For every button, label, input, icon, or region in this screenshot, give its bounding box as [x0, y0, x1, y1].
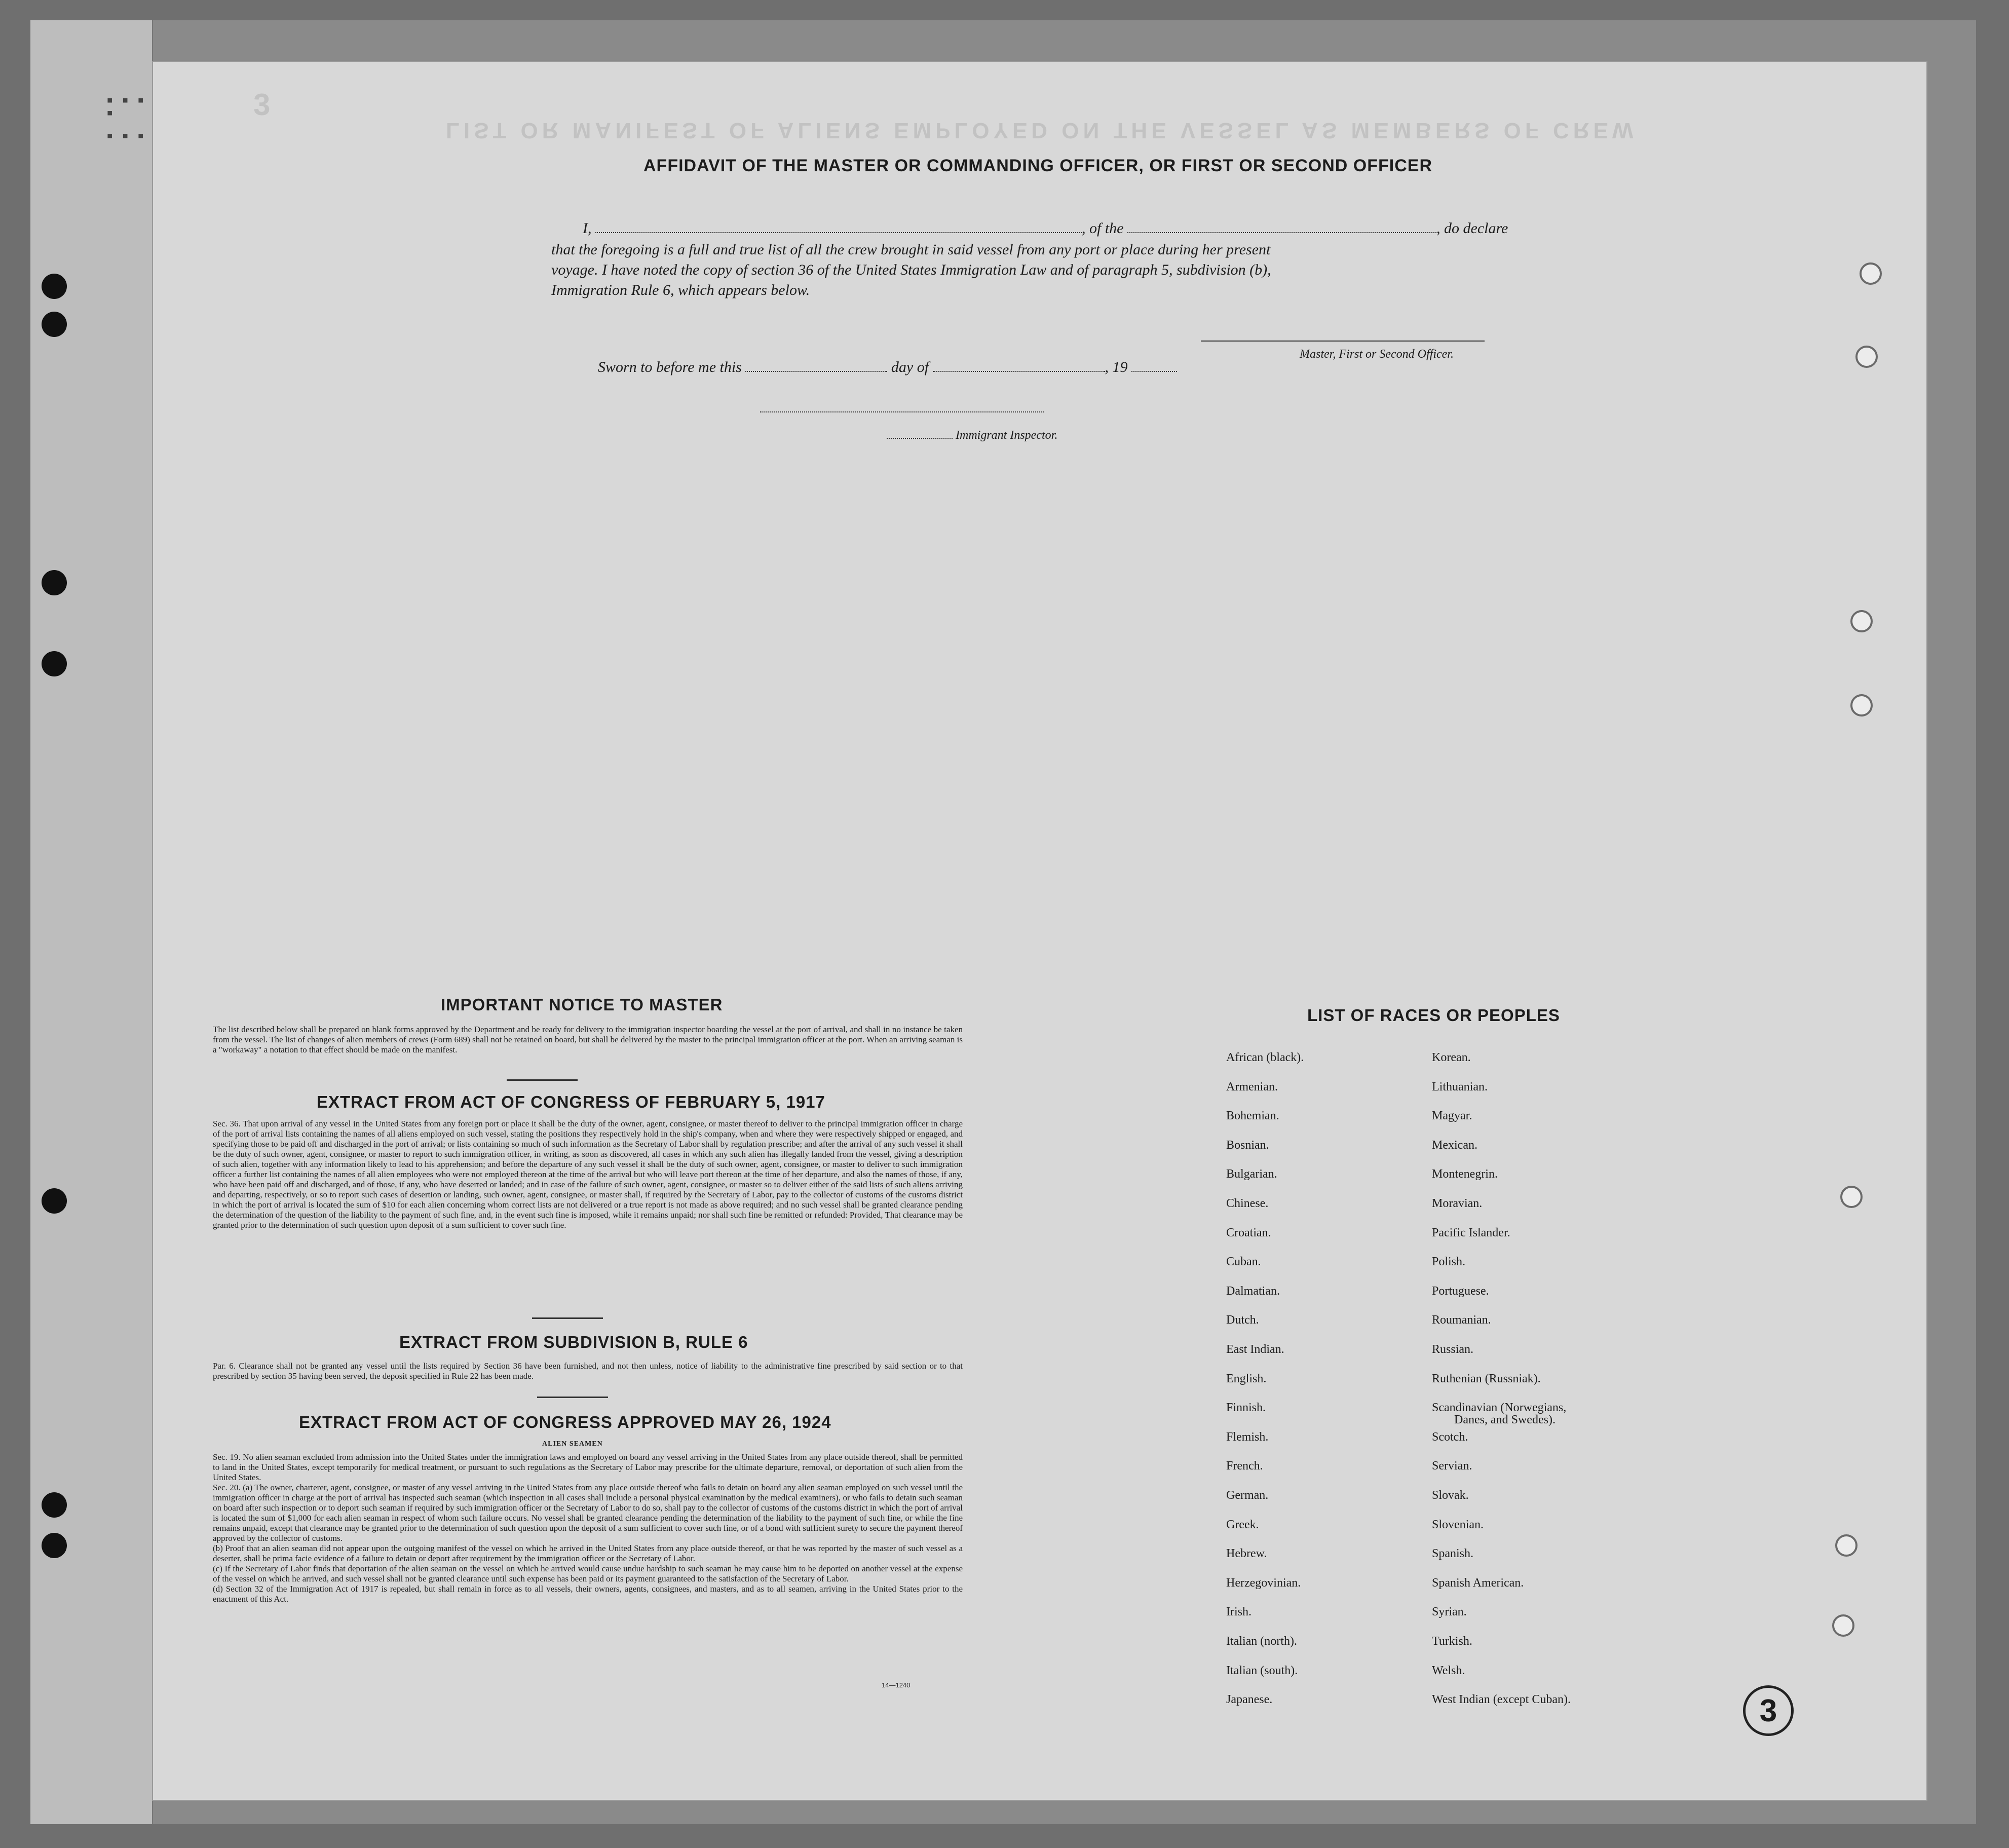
notice-title: IMPORTANT NOTICE TO MASTER — [441, 995, 723, 1014]
race-item: Italian (north). — [1226, 1635, 1297, 1648]
master-signature-label: Master, First or Second Officer. — [1300, 348, 1454, 361]
race-item: Korean. — [1432, 1051, 1471, 1064]
sworn-day-line — [745, 361, 887, 372]
binder-hole — [1835, 1534, 1858, 1557]
race-item: Italian (south). — [1226, 1664, 1298, 1677]
extract-rule6-text: Par. 6. Clearance shall not be granted any vessel until the lists required by Section 36 have been furnished, and not then unless, notice of liability to the administrative fine prescribed by said section or to that prescribed by section 35 having been served, the deposit specified in Rule 22 has been made. — [213, 1361, 963, 1381]
race-item: Russian. — [1432, 1343, 1474, 1356]
extract-1917-text: Sec. 36. That upon arrival of any vessel in the United States from any foreign port or place it shall be the duty of the owner, agent, consignee, or master thereof to deliver to the principal immigration officer in charge of the port of arrival lists containing the names of all aliens employed on such vessel, stating the positions they respectively hold in the ship's company, when and where they were respectively shipped or engaged, and specifying those to be paid off and discharged in the port of arrival; or lists containing so much of such information as the Secretary of Labor shall by regulation prescribe; and after the arrival of any such vessel it shall be the duty of such owner, agent, consignee, or master to report to such immigration officer, in writing, as soon as discovered, all cases in which any such alien has illegally landed from the vessel, giving a description of such alien, together with any information likely to lead to his apprehension; and before the departure of any such vessel it shall be the duty of such owner, agent, consignee, or master to deliver to such immigration officer a further list containing the names of all alien employees who were not employed thereon at the time of the arrival but who will leave port thereon at the time of her departure, and also the names of those, if any, who have been paid off and discharged, and of those, if any, who have deserted or landed; and in case of the failure of such owner, agent, consignee, or master so to deliver either of the said lists of such aliens arriving and departing, respectively, or so to report such cases of desertion or landing, such owner, agent, consignee, or master shall, if required by the Secretary of Labor, pay to the collector of customs of the customs district in which the port of arrival is located the sum of $10 for each alien concerning whom correct lists are not delivered or a true report is not made as above required; and no such vessel shall be granted clearance pending the determination of the question of the liability to the payment of such fine, and, in the event such fine is imposed, while it remains unpaid; nor shall such fine be remitted or refunded: Provided, That clearance may be granted prior to the determination of such question upon deposit of a sum sufficient to cover such fine. — [213, 1119, 963, 1230]
sworn-line: Sworn to before me this day of , 19 — [598, 358, 1177, 377]
race-item: Cuban. — [1226, 1255, 1261, 1269]
race-item: Flemish. — [1226, 1430, 1269, 1444]
race-item: Welsh. — [1432, 1664, 1465, 1677]
binder-hole — [1860, 262, 1882, 285]
race-item: Greek. — [1226, 1518, 1259, 1531]
race-item: Mexican. — [1432, 1138, 1477, 1152]
binder-hole — [1840, 1186, 1863, 1208]
affidavit-line-1: that the foregoing is a full and true list of all the crew brought in said vessel from any port or place during her present — [551, 241, 1271, 258]
race-item: Hebrew. — [1226, 1547, 1267, 1561]
binder-hole — [1832, 1614, 1854, 1637]
page-number-badge: 3 — [1743, 1685, 1794, 1736]
race-item: Lithuanian. — [1432, 1080, 1488, 1093]
sec-20b: (b) Proof that an alien seaman did not appear upon the outgoing manifest of the vessel on which he arrived in the United States from any place outside thereof, or that he was reported by the master of such vessel as a deserter, shall be prima facie evidence of a failure to detain or deport after requirement by the immigration officer or the Secretary of Labor. — [213, 1543, 963, 1563]
sworn-month-line — [933, 361, 1105, 372]
race-item-continuation: Danes, and Swedes). — [1454, 1413, 1556, 1427]
race-item: Bosnian. — [1226, 1138, 1269, 1152]
master-signature-line — [1201, 341, 1485, 342]
race-item: West Indian (except Cuban). — [1432, 1693, 1571, 1707]
underlying-page-strip: ▪ ▪ ▪ ▪ ▪ ▪ ▪ — [30, 20, 153, 1824]
inspector-signature-label: Immigrant Inspector. — [887, 429, 1057, 442]
race-item: Scandinavian (Norwegians, — [1432, 1401, 1567, 1415]
sec-19: Sec. 19. No alien seaman excluded from admission into the United States under the immigration laws and employed on board any vessel arriving in the United States from any place outside thereof, shall be permitted to land in the United States, except temporarily for medical treatment, or pursuant to such regulations as the Secretary of Labor may prescribe for the ultimate departure, removal, or deportation of such alien from the United States. — [213, 1452, 963, 1482]
race-item: Spanish. — [1432, 1547, 1474, 1561]
bleed-through-header: LIST OR MANIFEST OF ALIENS EMPLOYED ON THE VESSEL AS MEMBERS OF CREW — [446, 118, 1638, 143]
punch-hole — [42, 274, 67, 299]
race-item: Slovak. — [1432, 1489, 1469, 1502]
races-title: LIST OF RACES OR PEOPLES — [1307, 1006, 1560, 1025]
race-item: Armenian. — [1226, 1080, 1278, 1093]
race-item: Dutch. — [1226, 1313, 1259, 1327]
race-item: Chinese. — [1226, 1197, 1269, 1210]
race-item: Spanish American. — [1432, 1576, 1524, 1590]
race-item: Roumanian. — [1432, 1313, 1491, 1327]
race-item: Slovenian. — [1432, 1518, 1484, 1531]
vessel-name-line — [1127, 222, 1436, 233]
race-item: East Indian. — [1226, 1343, 1284, 1356]
punch-hole — [42, 1188, 67, 1214]
master-name-line — [595, 222, 1082, 233]
race-item: Montenegrin. — [1432, 1167, 1498, 1181]
race-item: Bohemian. — [1226, 1109, 1279, 1123]
binder-hole — [1855, 346, 1878, 368]
punch-hole — [42, 651, 67, 676]
race-item: Ruthenian (Russniak). — [1432, 1372, 1541, 1385]
affidavit-line-2: voyage. I have noted the copy of section 36 of the United States Immigration Law and of paragraph 5, subdivision (b), — [551, 261, 1271, 278]
race-item: Polish. — [1432, 1255, 1466, 1269]
sec-20d: (d) Section 32 of the Immigration Act of 1917 is repealed, but shall remain in force as to all vessels, their owners, agents, consignees, and masters, and as to all seamen, arriving in the United States prior to the enactment of this Act. — [213, 1584, 963, 1604]
race-item: Syrian. — [1432, 1605, 1467, 1619]
race-item: Herzegovinian. — [1226, 1576, 1301, 1590]
divider — [507, 1079, 578, 1081]
sec-20c: (c) If the Secretary of Labor finds that deportation of the alien seaman on the vessel on which he arrived would cause undue hardship to such seaman he may cause him to be deported on another vessel at the expense of the vessel on which he arrived, and such vessel shall not be granted clearance until such expense has been paid or its payment guaranteed to the satisfaction of the Secretary of Labor. — [213, 1564, 963, 1583]
binder-hole — [1850, 610, 1873, 632]
extract-1924-subtitle: ALIEN SEAMEN — [542, 1440, 603, 1448]
sworn-year-line — [1131, 361, 1177, 372]
sec-20a: Sec. 20. (a) The owner, charterer, agent, consignee, or master of any vessel arriving in the United States from any place outside thereof who fails to detain on board any alien seaman employed on such vessel until the immigration officer in charge at the port of arrival has inspected such seaman (which inspection in all cases shall include a personal physical examination by the medical examiners), or who fails to detain such seaman on board after such inspection or to deport such seaman if required by such immigration officer or the Secretary of Labor to do so, shall pay to the collector of customs of the customs district in which the port of arrival is located the sum of $1,000 for each alien seaman in respect of whom such failure occurs. No vessel shall be granted clearance pending the determination of the liability to the payment of such fine, or while the fine remains unpaid, except that clearance may be granted prior to the determination of such question upon the deposit of a sum sufficient to cover such fine, or of a bond with sufficient surety to secure the payment thereof approved by the collector of customs. — [213, 1483, 963, 1543]
divider — [537, 1397, 608, 1398]
race-item: German. — [1226, 1489, 1269, 1502]
extract-1924-title: EXTRACT FROM ACT OF CONGRESS APPROVED MAY 26, 1924 — [299, 1413, 831, 1431]
punch-hole — [42, 312, 67, 337]
race-item: African (black). — [1226, 1051, 1304, 1064]
inspector-signature-line — [760, 411, 1044, 412]
form-number: 14—1240 — [882, 1681, 911, 1689]
divider — [532, 1317, 603, 1319]
punch-hole — [42, 570, 67, 595]
extract-rule6-title: EXTRACT FROM SUBDIVISION B, RULE 6 — [399, 1333, 748, 1351]
race-item: Pacific Islander. — [1432, 1226, 1510, 1239]
race-item: Japanese. — [1226, 1693, 1273, 1707]
race-item: English. — [1226, 1372, 1267, 1385]
race-item: Turkish. — [1432, 1635, 1472, 1648]
race-item: Finnish. — [1226, 1401, 1266, 1415]
affidavit-declaration-line: I, , of the , do declare — [583, 220, 1508, 237]
race-item: Moravian. — [1432, 1197, 1483, 1210]
race-item: Portuguese. — [1432, 1284, 1489, 1298]
race-item: Magyar. — [1432, 1109, 1472, 1123]
extract-1924-text — [213, 1452, 963, 1604]
race-item: Bulgarian. — [1226, 1167, 1277, 1181]
notice-text: The list described below shall be prepared on blank forms approved by the Department and be ready for delivery to the immigration inspector boarding the vessel at the port of arrival, and shall in no instance be taken from the vessel. The list of changes of alien members of crews (Form 689) shall not be retained on board, but shall be delivered by the master to the principal immigration officer at the port. When an arriving seaman is a "workaway" a notation to that effect should be made on the manifest. — [213, 1025, 963, 1054]
affidavit-title: AFFIDAVIT OF THE MASTER OR COMMANDING OFFICER, OR FIRST OR SECOND OFFICER — [643, 156, 1432, 175]
bleed-through-mark: 3 — [253, 88, 271, 122]
race-item: French. — [1226, 1459, 1263, 1473]
punch-hole — [42, 1533, 67, 1558]
punch-hole — [42, 1492, 67, 1518]
race-item: Croatian. — [1226, 1226, 1271, 1239]
race-item: Servian. — [1432, 1459, 1472, 1473]
affidavit-line-3: Immigration Rule 6, which appears below. — [551, 282, 810, 298]
binder-hole — [1850, 694, 1873, 716]
extract-1917-title: EXTRACT FROM ACT OF CONGRESS OF FEBRUARY 5, 1917 — [317, 1092, 825, 1111]
race-item: Scotch. — [1432, 1430, 1468, 1444]
race-item: Dalmatian. — [1226, 1284, 1280, 1298]
race-item: Irish. — [1226, 1605, 1252, 1619]
